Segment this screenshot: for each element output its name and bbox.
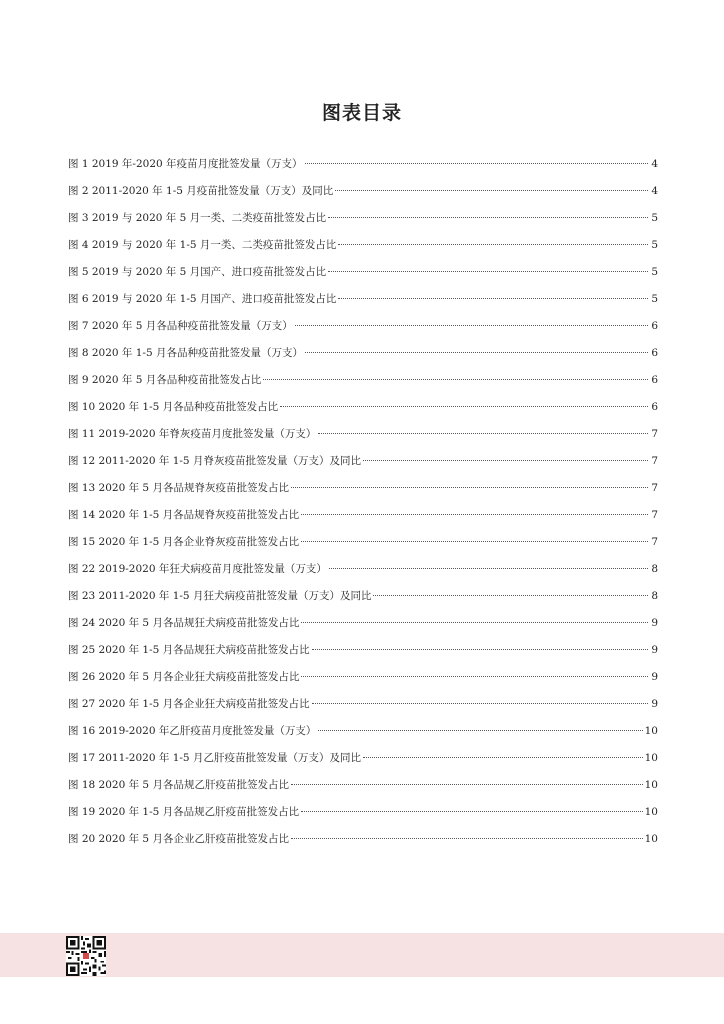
toc-entry-page-number: 5 [651,239,658,251]
toc-entry-page-number: 9 [651,698,658,710]
toc-entry-label: 图 5 2019 与 2020 年 5 月国产、进口疫苗批签发占比 [68,266,327,278]
dot-leader [301,514,648,515]
toc-entry-label: 图 16 2019-2020 年乙肝疫苗月度批签发量（万支） [68,725,317,737]
toc-entry-label: 图 15 2020 年 1-5 月各企业脊灰疫苗批签发占比 [68,536,300,548]
dot-leader [363,757,643,758]
toc-entry[interactable] [68,669,658,696]
qr-code-icon [66,936,106,976]
toc-entry-label: 图 4 2019 与 2020 年 1-5 月一类、二类疫苗批签发占比 [68,239,337,251]
toc-entry-label: 图 9 2020 年 5 月各品种疫苗批签发占比 [68,374,262,386]
toc-entry[interactable] [68,453,658,480]
toc-entry-page-number: 7 [651,482,658,494]
toc-entry[interactable] [68,804,658,831]
toc-entry-page-number: 5 [651,212,658,224]
dot-leader [338,298,648,299]
toc-entry-label: 图 1 2019 年-2020 年疫苗月度批签发量（万支） [68,158,303,170]
toc-entry-page-number: 7 [651,536,658,548]
toc-entry-label: 图 2 2011-2020 年 1-5 月疫苗批签发量（万支）及同比 [68,185,334,197]
toc-entry[interactable] [68,561,658,588]
toc-entry-label: 图 8 2020 年 1-5 月各品种疫苗批签发量（万支） [68,347,303,359]
dot-leader [363,460,648,461]
toc-entry-page-number: 8 [651,590,658,602]
toc-entry[interactable] [68,156,658,183]
toc-entry-page-number: 10 [644,725,658,737]
toc-entry-page-number: 7 [651,455,658,467]
toc-entry[interactable] [68,210,658,237]
toc-entry-page-number: 6 [651,401,658,413]
dot-leader [328,271,648,272]
toc-entry-label: 图 19 2020 年 1-5 月各品规乙肝疫苗批签发占比 [68,806,300,818]
dot-leader [291,487,648,488]
toc-entry-page-number: 6 [651,374,658,386]
dot-leader [338,244,648,245]
toc-entry-page-number: 10 [644,833,658,845]
toc-entry-page-number: 4 [651,185,658,197]
dot-leader [305,352,648,353]
toc-entry-label: 图 18 2020 年 5 月各品规乙肝疫苗批签发占比 [68,779,289,791]
toc-entry[interactable] [68,534,658,561]
toc-entry-label: 图 23 2011-2020 年 1-5 月狂犬病疫苗批签发量（万支）及同比 [68,590,372,602]
dot-leader [335,190,648,191]
toc-entry-page-number: 10 [644,752,658,764]
toc-entry[interactable] [68,237,658,264]
dot-leader [295,325,648,326]
toc-entry[interactable] [68,183,658,210]
toc-entry[interactable] [68,723,658,750]
dot-leader [312,649,648,650]
toc-entry[interactable] [68,750,658,777]
toc-entry-page-number: 6 [651,347,658,359]
dot-leader [329,568,648,569]
toc-entry-page-number: 5 [651,293,658,305]
dot-leader [301,676,648,677]
table-of-figures [68,156,658,858]
toc-entry-label: 图 3 2019 与 2020 年 5 月一类、二类疫苗批签发占比 [68,212,327,224]
toc-entry[interactable] [68,480,658,507]
dot-leader [301,541,648,542]
toc-entry-label: 图 27 2020 年 1-5 月各企业狂犬病疫苗批签发占比 [68,698,310,710]
toc-entry-label: 图 22 2019-2020 年狂犬病疫苗月度批签发量（万支） [68,563,327,575]
dot-leader [291,838,643,839]
toc-entry[interactable] [68,318,658,345]
toc-entry-label: 图 26 2020 年 5 月各企业狂犬病疫苗批签发占比 [68,671,300,683]
dot-leader [318,730,642,731]
toc-entry-page-number: 9 [651,671,658,683]
page-title: 图表目录 [321,102,402,124]
toc-entry-label: 图 10 2020 年 1-5 月各品种疫苗批签发占比 [68,401,279,413]
toc-entry-page-number: 5 [651,266,658,278]
dot-leader [280,406,648,407]
toc-entry-label: 图 20 2020 年 5 月各企业乙肝疫苗批签发占比 [68,833,289,845]
toc-entry-page-number: 7 [651,509,658,521]
toc-entry[interactable] [68,264,658,291]
toc-entry-page-number: 9 [651,617,658,629]
toc-entry-page-number: 8 [651,563,658,575]
toc-entry-page-number: 6 [651,320,658,332]
toc-entry-page-number: 4 [651,158,658,170]
dot-leader [291,784,643,785]
toc-entry-page-number: 10 [644,779,658,791]
toc-entry[interactable] [68,642,658,669]
toc-entry[interactable] [68,777,658,804]
toc-entry[interactable] [68,588,658,615]
toc-entry-page-number: 9 [651,644,658,656]
toc-entry[interactable] [68,372,658,399]
toc-entry-label: 图 7 2020 年 5 月各品种疫苗批签发量（万支） [68,320,293,332]
dot-leader [312,703,648,704]
toc-entry-label: 图 25 2020 年 1-5 月各品规狂犬病疫苗批签发占比 [68,644,310,656]
toc-entry-label: 图 13 2020 年 5 月各品规脊灰疫苗批签发占比 [68,482,289,494]
toc-entry[interactable] [68,345,658,372]
toc-entry[interactable] [68,399,658,426]
dot-leader [263,379,648,380]
toc-entry-label: 图 17 2011-2020 年 1-5 月乙肝疫苗批签发量（万支）及同比 [68,752,361,764]
dot-leader [373,595,648,596]
toc-entry-page-number: 10 [644,806,658,818]
toc-entry-page-number: 7 [651,428,658,440]
toc-entry[interactable] [68,831,658,858]
dot-leader [301,622,648,623]
toc-entry-label: 图 6 2019 与 2020 年 1-5 月国产、进口疫苗批签发占比 [68,293,337,305]
dot-leader [305,163,648,164]
toc-entry[interactable] [68,426,658,453]
toc-entry[interactable] [68,507,658,534]
dot-leader [301,811,642,812]
toc-entry-label: 图 24 2020 年 5 月各品规狂犬病疫苗批签发占比 [68,617,300,629]
dot-leader [328,217,648,218]
toc-entry[interactable] [68,615,658,642]
toc-entry-label: 图 11 2019-2020 年脊灰疫苗月度批签发量（万支） [68,428,317,440]
page-footer-band [0,933,724,977]
toc-entry-label: 图 12 2011-2020 年 1-5 月脊灰疫苗批签发量（万支）及同比 [68,455,361,467]
toc-entry-label: 图 14 2020 年 1-5 月各品规脊灰疫苗批签发占比 [68,509,300,521]
toc-entry[interactable] [68,291,658,318]
toc-entry[interactable] [68,696,658,723]
dot-leader [318,433,648,434]
